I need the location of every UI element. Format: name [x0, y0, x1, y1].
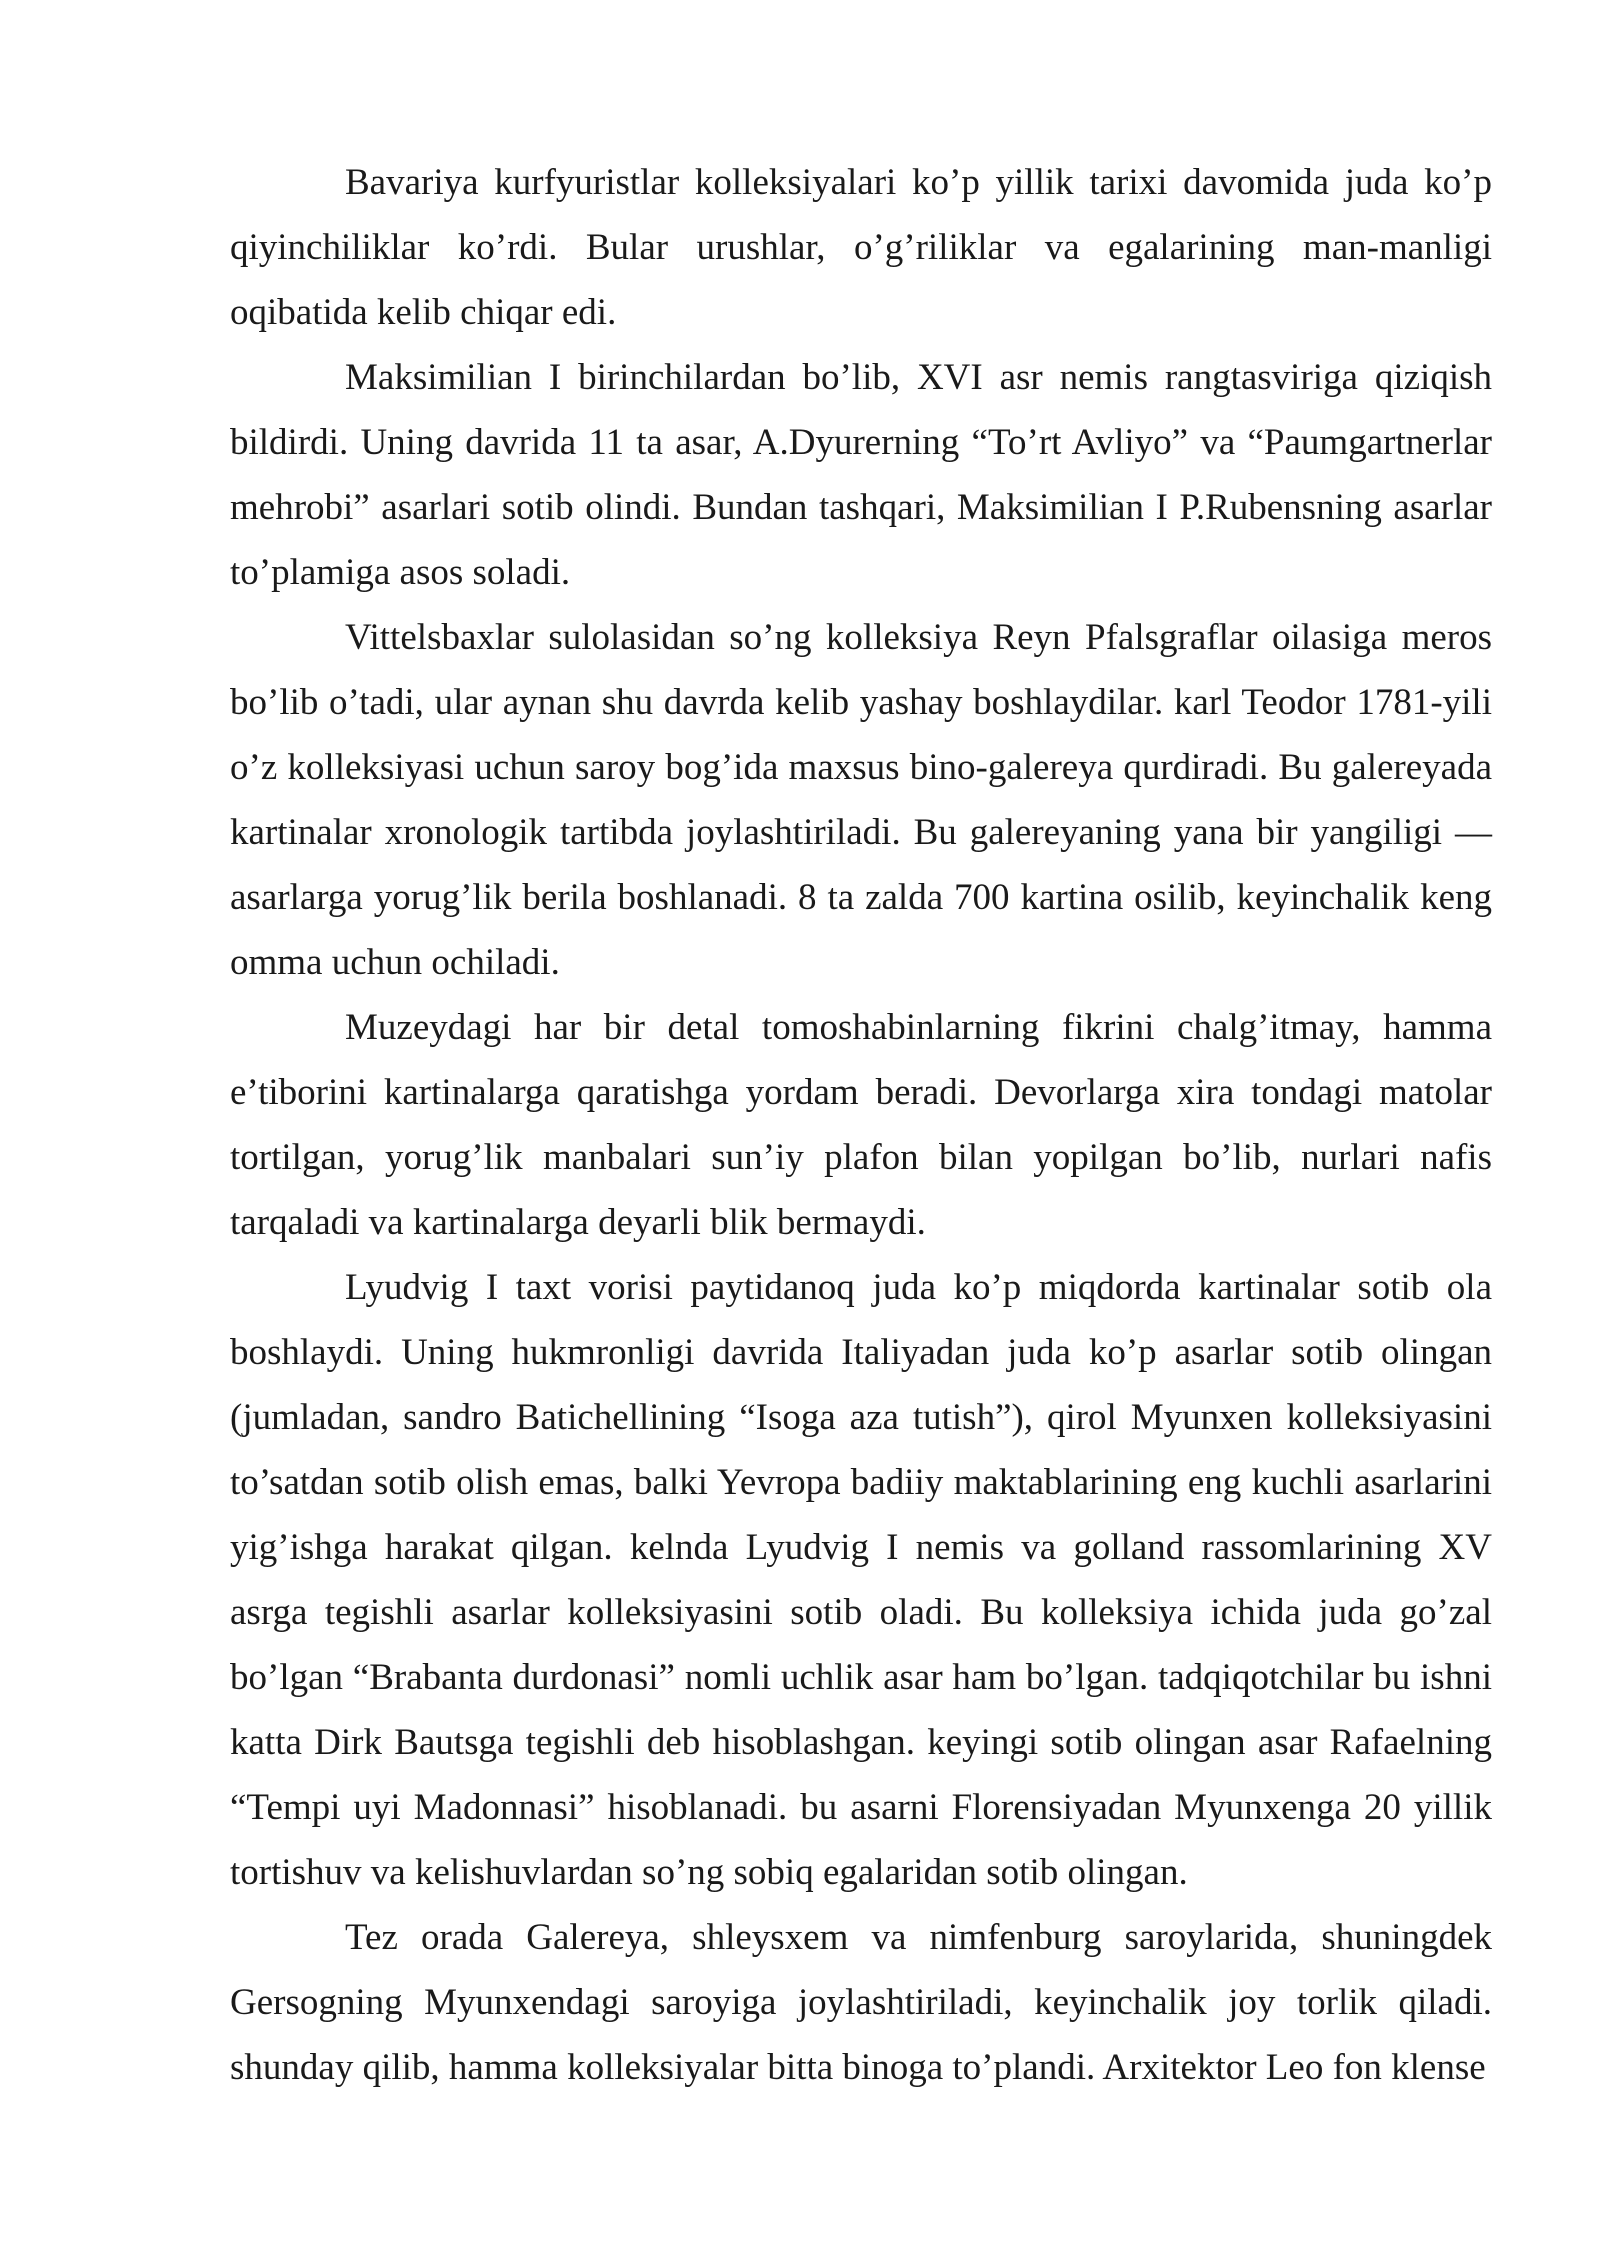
- paragraph-galereya: Tez orada Galereya, shleysxem va nimfenburg saroylarida, shuningdek Gersogning Myunxendagi saroyiga joylashtiriladi, keyinchalik joy torlik qiladi. shunday qilib, hamma kolleksiyalar bitta binoga to’plandi. Arxitektor Leo fon klense: [230, 1917, 1492, 2088]
- paragraph-maksimilian: Maksimilian I birinchilardan bo’lib, XVI asr nemis rangtasviriga qiziqish bildirdi. Uning davrida 11 ta asar, A.Dyurerning “To’rt Avliyo” va “Paumgartnerlar mehrobi” asarlari sotib olindi. Bundan tashqari, Maksimilian I P.Rubensning asarlar to’plamiga asos soladi.: [230, 357, 1492, 593]
- paragraph-museum-details: Muzeydagi har bir detal tomoshabinlarning fikrini chalg’itmay, hamma e’tiborini kartinalarga qaratishga yordam beradi. Devorlarga xira tondagi matolar tortilgan, yorug’lik manbalari sun’iy plafon bilan yopilgan bo’lib, nurlari nafis tarqaladi va kartinalarga deyarli blik bermaydi.: [230, 1007, 1492, 1243]
- paragraph-bavariya-collections: Bavariya kurfyuristlar kolleksiyalari ko’p yillik tarixi davomida juda ko’p qiyinchiliklar ko’rdi. Bular urushlar, o’g’riliklar va egalarining man-manligi oqibatida kelib chiqar edi.: [230, 162, 1492, 333]
- document-body: [230, 150, 1492, 2100]
- paragraph-lyudvig: Lyudvig I taxt vorisi paytidanoq juda ko’p miqdorda kartinalar sotib ola boshlaydi. Uning hukmronligi davrida Italiyadan juda ko’p asarlar sotib olingan (jumladan, sandro Batichellining “Isoga aza tutish”), qirol Myunxen kolleksiyasini to’satdan sotib olish emas, balki Yevropa badiiy maktablarining eng kuchli asarlarini yig’ishga harakat qilgan. kelnda Lyudvig I nemis va golland rassomlarining XV asrga tegishli asarlar kolleksiyasini sotib oladi. Bu kolleksiya ichida juda go’zal bo’lgan “Brabanta durdonasi” nomli uchlik asar ham bo’lgan. tadqiqotchilar bu ishni katta Dirk Bautsga tegishli deb hisoblashgan. keyingi sotib olingan asar Rafaelning “Tempi uyi Madonnasi” hisoblanadi. bu asarni Florensiyadan Myunxenga 20 yillik tortishuv va kelishuvlardan so’ng sobiq egalaridan sotib olingan.: [230, 1267, 1492, 1893]
- paragraph-vittelsbax: Vittelsbaxlar sulolasidan so’ng kolleksiya Reyn Pfalsgraflar oilasiga meros bo’lib o’tadi, ular aynan shu davrda kelib yashay boshlaydilar. karl Teodor 1781-yili o’z kolleksiyasi uchun saroy bog’ida maxsus bino-galereya qurdiradi. Bu galereyada kartinalar xronologik tartibda joylashtiriladi. Bu galereyaning yana bir yangiligi — asarlarga yorug’lik berila boshlanadi. 8 ta zalda 700 kartina osilib, keyinchalik keng omma uchun ochiladi.: [230, 617, 1492, 983]
